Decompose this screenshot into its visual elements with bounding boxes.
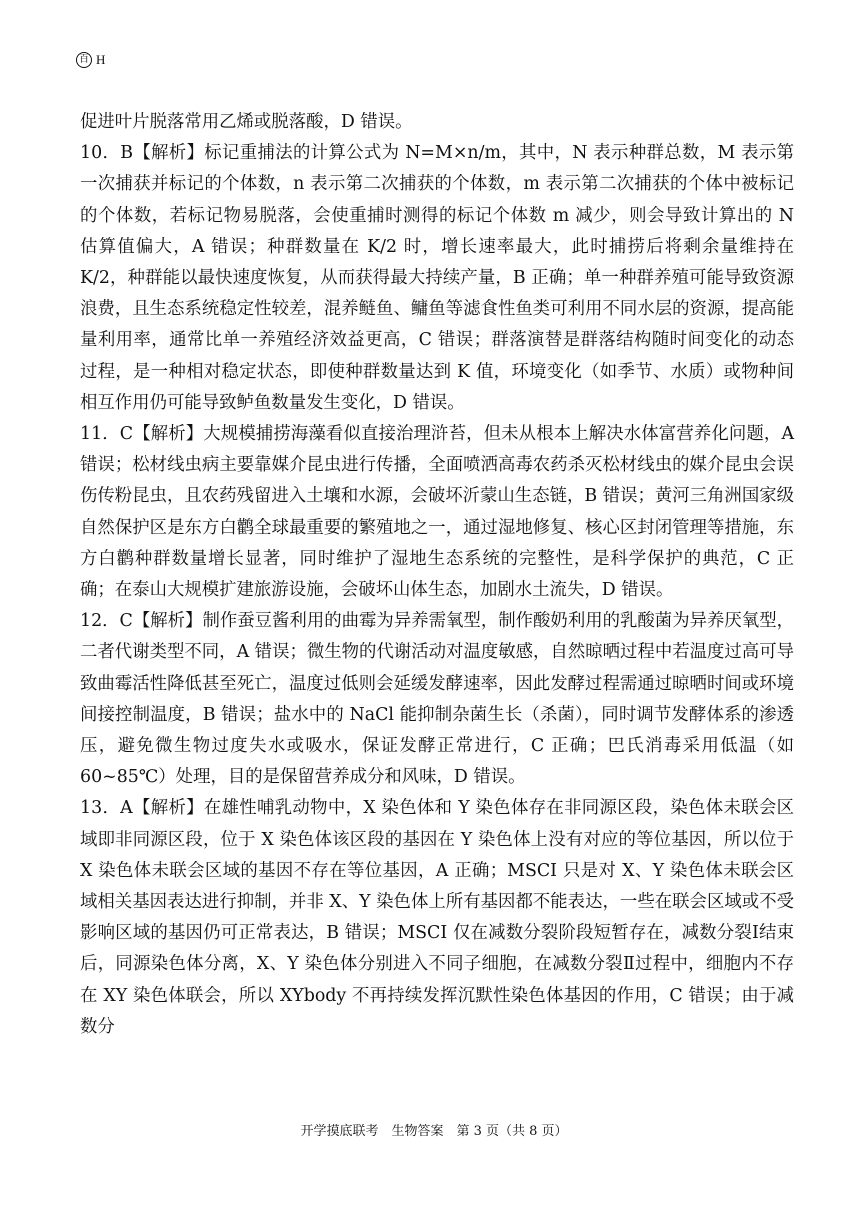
brand-logo-icon: 百	[76, 52, 92, 68]
paragraph-q11: 11．C【解析】大规模捕捞海藻看似直接治理浒苔，但未从根本上解决水体富营养化问题，A 错误；松材线虫病主要靠媒介昆虫进行传播，全面喷洒高毒农药杀灭松材线虫的媒介昆虫会误伤传粉昆虫，且农药残留进入土壤和水源，会破坏沂蒙山生态链，B 错误；黄河三角洲国家级自然保护区是东方白鹳全球最重要的繁殖地之一，通过湿地修复、核心区封闭管理等措施，东方白鹳种群数量增长显著，同时维护了湿地生态系统的完整性，是科学保护的典范，C 正确；在泰山大规模扩建旅游设施，会破坏山体生态，加剧水土流失，D 错误。	[80, 424, 794, 601]
brand-suffix: H	[96, 52, 106, 67]
paragraph-q12: 12．C【解析】制作蚕豆酱利用的曲霉为异养需氧型，制作酸奶利用的乳酸菌为异养厌氧型，二者代谢类型不同，A 错误；微生物的代谢活动对温度敏感，自然晾晒过程中若温度过高可导致曲霉活性降低甚至死亡，温度过低则会延缓发酵速率，因此发酵过程需通过晾晒时间或环境间接控制温度，B 错误；盐水中的 NaCl 能抑制杂菌生长（杀菌），同时调节发酵体系的渗透压，避免微生物过度失水或吸水，保证发酵正常进行，C 正确；巴氏消毒采用低温（如 60~85℃）处理，目的是保留营养成分和风味，D 错误。	[80, 611, 794, 788]
paragraph-q10: 10．B【解析】标记重捕法的计算公式为 N=M×n/m，其中，N 表示种群总数，M 表示第一次捕获并标记的个体数，n 表示第二次捕获的个体数，m 表示第二次捕获的个体中被标记的个体数，若标记物易脱落，会使重捕时测得的标记个体数 m 减少，则会导致计算出的 N 估算值偏大，A 错误；种群数量在 K/2 时，增长速率最大，此时捕捞后将剩余量维持在 K/2，种群能以最快速度恢复，从而获得最大持续产量，B 正确；单一种群养殖可能导致资源浪费，且生态系统稳定性较差，混养鲢鱼、鳙鱼等滤食性鱼类可利用不同水层的资源，提高能量利用率，通常比单一养殖经济效益更高，C 错误；群落演替是群落结构随时间变化的动态过程，是一种相对稳定状态，即使种群数量达到 K 值，环境变化（如季节、水质）或物种间相互作用仍可能导致鲈鱼数量发生变化，D 错误。	[80, 143, 794, 413]
paragraph-continuation: 促进叶片脱落常用乙烯或脱落酸，D 错误。	[80, 112, 413, 132]
header	[76, 52, 105, 68]
paragraph-q13: 13．A【解析】在雄性哺乳动物中，X 染色体和 Y 染色体存在非同源区段，染色体未联会区域即非同源区段，位于 X 染色体该区段的基因在 Y 染色体上没有对应的等位基因，所以位于 X 染色体未联会区域的基因不存在等位基因，A 正确；MSCI 只是对 X、Y 染色体未联会区域相关基因表达进行抑制，并非 X、Y 染色体上所有基因都不能表达，一些在联会区域或不受影响区域的基因仍可正常表达，B 错误；MSCI 仅在减数分裂阶段短暂存在，减数分裂Ⅰ结束后，同源染色体分离，X、Y 染色体分别进入不同子细胞，在减数分裂Ⅱ过程中，细胞内不存在 XY 染色体联会，所以 XYbody 不再持续发挥沉默性染色体基因的作用，C 错误；由于减数分	[80, 798, 794, 1037]
answer-content	[80, 107, 794, 1043]
page-footer: 开学摸底联考 生物答案 第 3 页（共 8 页）	[300, 1124, 568, 1139]
